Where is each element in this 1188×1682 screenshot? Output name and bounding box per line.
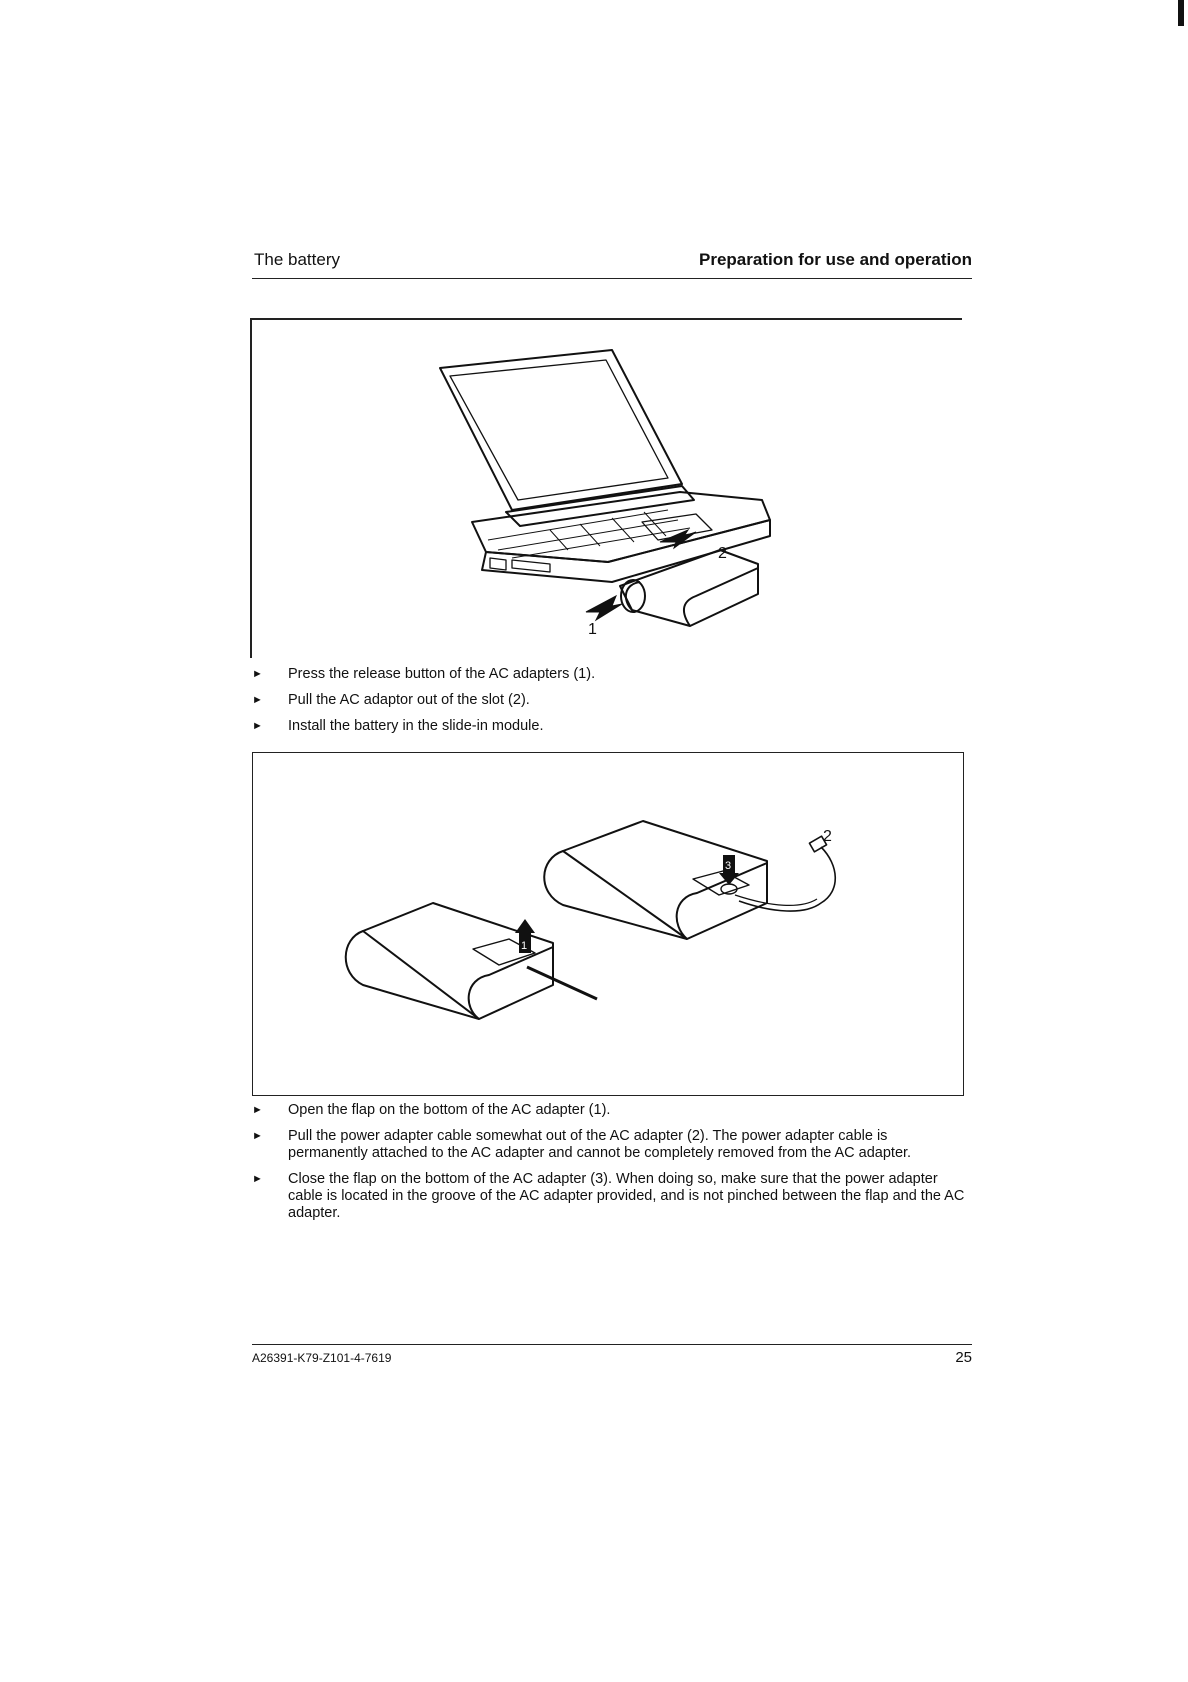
- bullet-arrow-icon: ►: [252, 720, 263, 732]
- callout-1: 1: [521, 940, 528, 952]
- list-item: [250, 1102, 970, 1119]
- callout-2: 2: [823, 828, 832, 845]
- scan-edge-mark: [1178, 0, 1184, 26]
- callout-arrow-3: [719, 855, 739, 885]
- bullet-arrow-icon: ►: [252, 694, 263, 706]
- bullet-arrow-icon: ►: [252, 1130, 263, 1142]
- figure-frame-top: [250, 318, 962, 320]
- notebook-illustration: [250, 314, 962, 664]
- list-item: [250, 666, 970, 683]
- list-item: [250, 1128, 970, 1162]
- step-text: Open the flap on the bottom of the AC adapter (1).: [288, 1102, 611, 1118]
- section-title: The battery: [254, 250, 340, 269]
- list-item: [250, 718, 970, 735]
- callout-2: 2: [718, 545, 727, 562]
- callout-1: 1: [588, 621, 597, 638]
- step-text: Pull the power adapter cable somewhat out of the AC adapter (2). The power adapter cable is permanently attached to the AC adapter and cannot be completely removed from the AC adapter.: [288, 1128, 912, 1161]
- instruction-list-2: [250, 1102, 970, 1231]
- step-text: Press the release button of the AC adapters (1).: [288, 666, 596, 682]
- bullet-arrow-icon: ►: [252, 1104, 263, 1116]
- figure-frame-left: [250, 318, 252, 658]
- chapter-title: Preparation for use and operation: [699, 250, 972, 269]
- callout-3: 3: [725, 860, 732, 872]
- running-footer: [252, 1344, 972, 1371]
- step-text: Pull the AC adaptor out of the slot (2).: [288, 692, 530, 708]
- list-item: [250, 1171, 970, 1222]
- bullet-arrow-icon: ►: [252, 668, 263, 680]
- figure-ac-adapter-flap: [252, 752, 964, 1096]
- running-header: [252, 248, 972, 279]
- step-text: Close the flap on the bottom of the AC adapter (3). When doing so, make sure that the power adapter cable is located in the groove of the AC adapter provided, and is not pinched between the flap and the AC adapter.: [288, 1171, 965, 1221]
- step-text: Install the battery in the slide-in module.: [288, 718, 544, 734]
- ac-adapter-illustration: [253, 753, 962, 1094]
- document-number: A26391-K79-Z101-4-7619: [252, 1351, 392, 1365]
- figure-notebook-ac-adapter: [250, 314, 962, 664]
- page-number: 25: [955, 1349, 972, 1366]
- instruction-list-1: [250, 666, 970, 744]
- list-item: [250, 692, 970, 709]
- bullet-arrow-icon: ►: [252, 1173, 263, 1185]
